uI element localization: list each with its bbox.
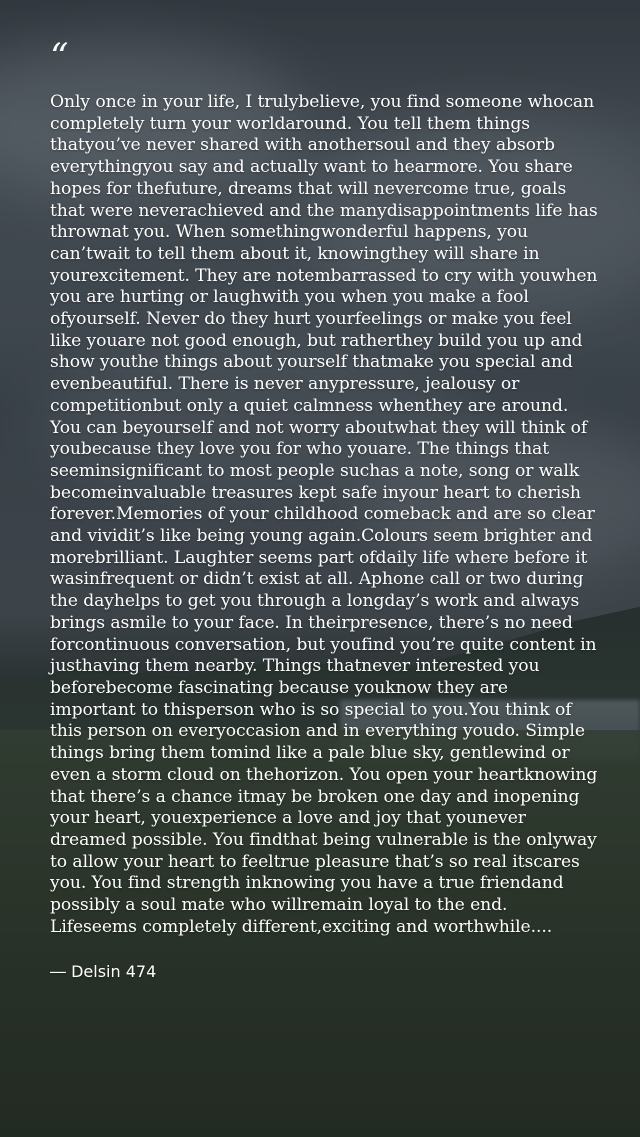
quote-mark-icon: “ — [50, 37, 69, 78]
quote-author: ― Delsin 474 — [50, 962, 157, 982]
quote-card — [50, 37, 598, 982]
quote-text: Only once in your life, I trulybelieve, you find someone whocan completely turn your worldaround. You tell them things thatyou’ve never shared with anothersoul and they absorb everythingyou say and actually want to hearmore. You share hopes for thefuture, dreams that will nevercome true, goals that were neverachieved and the manydisappointments life has thrownat you. When somethingwonderful happens, you can’twait to tell them about it, knowingthey will share in yourexcitement. They are notembarrassed to cry with youwhen you are hurting or laughwith you when you make a fool ofyourself. Never do they hurt yourfeelings or make you feel like youare not good enough, but ratherthey build you up and show youthe things about yourself thatmake you special and evenbeautiful. There is never anypressure, jealousy or competitionbut only a quiet calmness whenthey are around. You can beyourself and not worry aboutwhat they will think of youbecause they love you for who youare. The things that seeminsignificant to most people suchas a note, song or walk becomeinvaluable treasures kept safe inyour heart to cherish forever.Memories of your childhood comeback and are so clear and vividit’s like being young again.Colours seem brighter and morebrilliant. Laughter seems part ofdaily life where before it wasinfrequent or didn’t exist at all. Aphone call or two during the dayhelps to get you through a longday’s work and always brings asmile to your face. In theirpresence, there’s no need forcontinuous conversation, but youfind you’re quite content in justhaving them nearby. Things thatnever interested you beforebecome fascinating because youknow they are important to thisperson who is so special to you.You think of this person on everyoccasion and in everything youdo. Simple things bring them tomind like a pale blue sky, gentlewind or even a storm cloud on thehorizon. You open your heartknowing that there’s a chance itmay be broken one day and inopening your heart, youexperience a love and joy that younever dreamed possible. You findthat being vulnerable is the onlyway to allow your heart to feeltrue pleasure that’s so real itscares you. You find strength inknowing you have a true friendand possibly a soul mate who willremain loyal to the end. Lifeseems completely different,exciting and worthwhile.... — [50, 92, 598, 937]
